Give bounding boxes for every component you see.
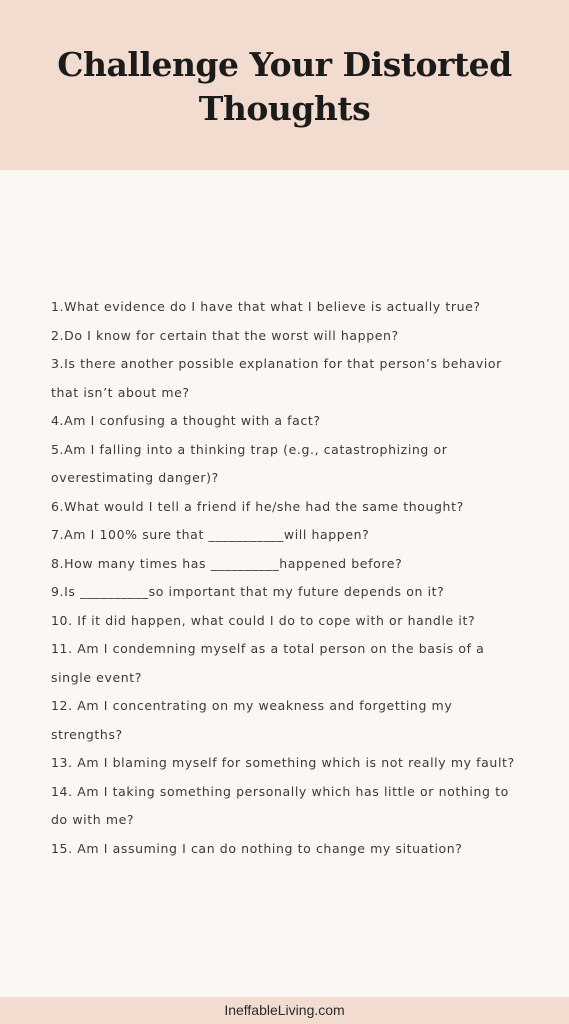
header-band bbox=[0, 0, 569, 170]
question-list bbox=[51, 293, 521, 863]
question-item-9: 9.Is __________so important that my future depends on it? bbox=[51, 584, 445, 599]
question-item-1: 1.What evidence do I have that what I believe is actually true? bbox=[51, 299, 481, 314]
question-item-8: 8.How many times has __________happened before? bbox=[51, 555, 403, 571]
question-item-14: 14. Am I taking something personally which has little or nothing to do with me? bbox=[51, 783, 509, 827]
question-item-7: 7.Am I 100% sure that ___________will happen? bbox=[51, 527, 370, 542]
question-item-5: 5.Am I falling into a thinking trap (e.g., catastrophizing or overestimating danger)? bbox=[51, 441, 448, 485]
question-item-4: 4.Am I confusing a thought with a fact? bbox=[51, 413, 321, 428]
site-credit: IneffableLiving.com bbox=[224, 1002, 345, 1018]
question-item-15: 15. Am I assuming I can do nothing to change my situation? bbox=[51, 840, 463, 856]
question-item-10: 10. If it did happen, what could I do to cope with or handle it? bbox=[51, 612, 476, 628]
footer-band bbox=[0, 997, 569, 1024]
question-item-13: 13. Am I blaming myself for something which is not really my fault? bbox=[51, 755, 515, 770]
question-item-3: 3.Is there another possible explanation for that person’s behavior that isn’t about me? bbox=[51, 356, 502, 400]
question-item-11: 11. Am I condemning myself as a total person on the basis of a single event? bbox=[51, 641, 485, 685]
question-item-12: 12. Am I concentrating on my weakness and forgetting my strengths? bbox=[51, 698, 453, 742]
question-item-2: 2.Do I know for certain that the worst will happen? bbox=[51, 327, 399, 343]
question-item-6: 6.What would I tell a friend if he/she had the same thought? bbox=[51, 498, 464, 514]
page-title: Challenge Your Distorted Thoughts bbox=[57, 45, 512, 128]
